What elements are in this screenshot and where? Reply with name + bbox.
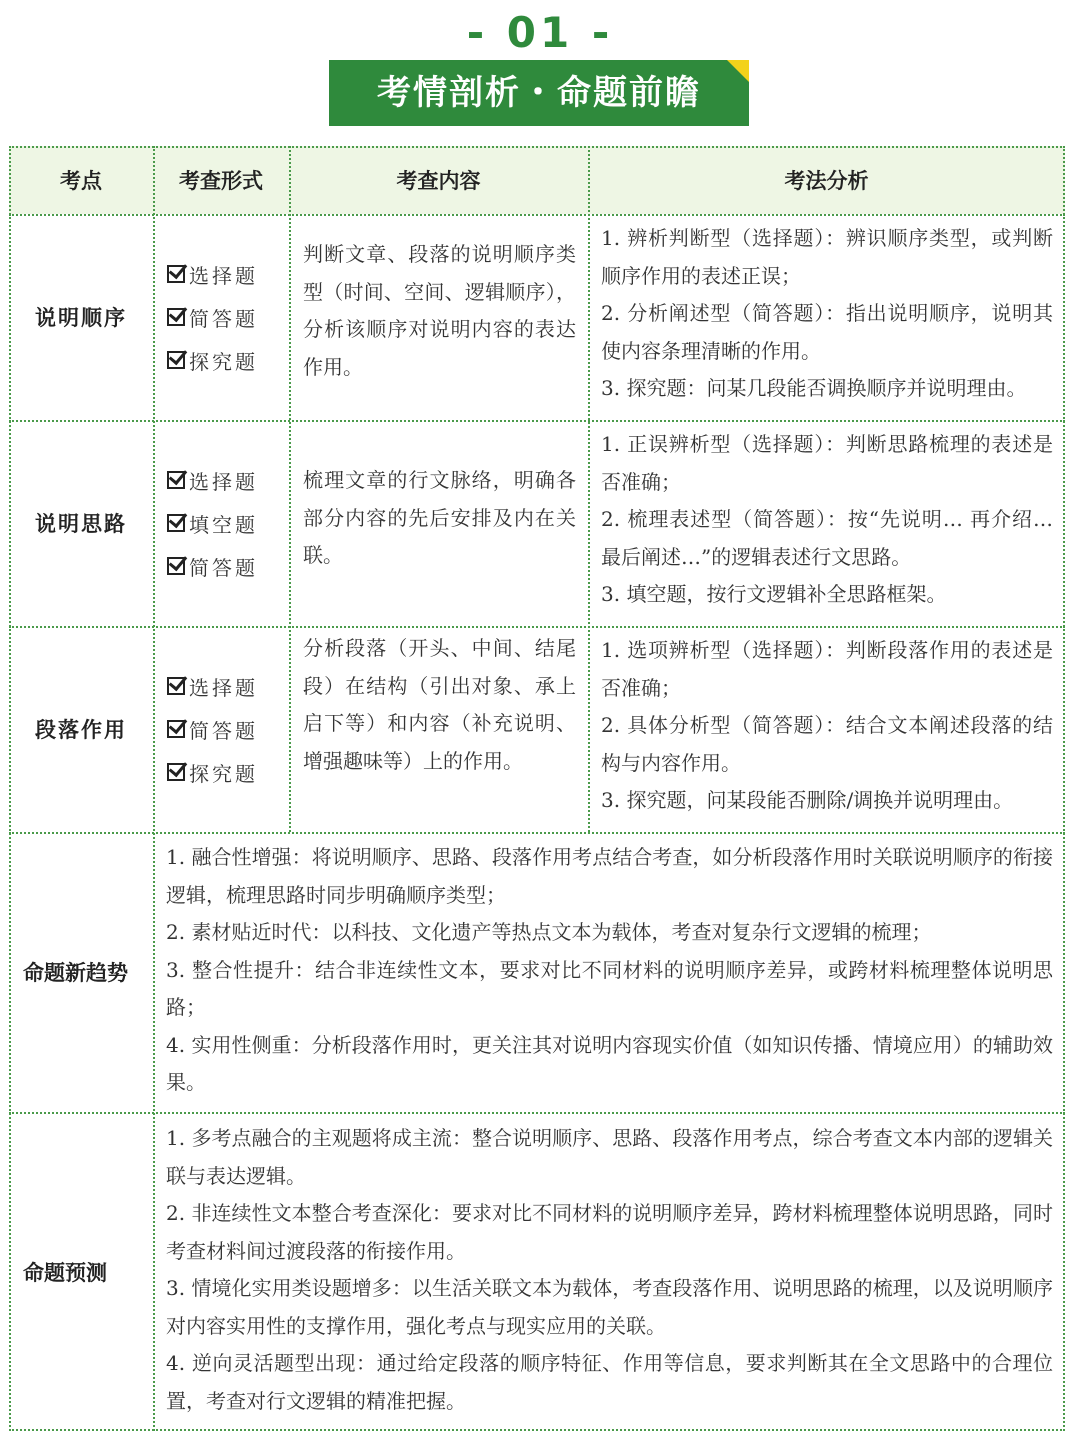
forecast-content [153, 1112, 1065, 1431]
checkbox-checked-icon [167, 677, 185, 695]
analysis-item: 1. 正误辨析型（选择题）：判断思路梳理的表述是否准确； [601, 432, 1053, 494]
checkbox-checked-icon [167, 351, 185, 369]
table-border [1063, 146, 1065, 1431]
trend-content [153, 832, 1065, 1112]
form-checkbox-item: 选择题 [167, 459, 289, 502]
table-row-forms [153, 214, 289, 420]
table-border [153, 146, 155, 1431]
forecast-item: 3. 情境化实用类设题增多：以生活关联文本为载体，考查段落作用、说明思路的梳理，以及说明顺序对内容实用性的支撑作用，强化考点与现实应用的关联。 [166, 1276, 1053, 1338]
table-row-forms [153, 626, 289, 832]
forecast-item: 1. 多考点融合的主观题将成主流：整合说明顺序、思路、段落作用考点，综合考查文本内部的逻辑关联与表达逻辑。 [166, 1126, 1053, 1188]
column-header-form: 考查形式 [153, 146, 289, 214]
checkbox-checked-icon [167, 557, 185, 575]
table-row-point: 说明顺序 [35, 305, 127, 330]
table-row-point: 段落作用 [35, 717, 127, 742]
analysis-item: 3. 填空题，按行文逻辑补全思路框架。 [601, 582, 947, 606]
table-border [9, 214, 1065, 216]
analysis-item: 3. 探究题，问某段能否删除/调换并说明理由。 [601, 788, 1014, 812]
trend-label: 命题新趋势 [23, 961, 128, 985]
analysis-item: 3. 探究题：问某几段能否调换顺序并说明理由。 [601, 376, 1027, 400]
analysis-item: 1. 选项辨析型（选择题）：判断段落作用的表述是否准确； [601, 638, 1053, 700]
table-row-point: 说明思路 [35, 511, 127, 536]
table-border [9, 1429, 1065, 1431]
table-border [588, 146, 590, 832]
form-checkbox-item: 简答题 [167, 708, 289, 751]
checkbox-checked-icon [167, 763, 185, 781]
form-checkbox-item: 探究题 [167, 339, 289, 382]
checkbox-checked-icon [167, 265, 185, 283]
forecast-label: 命题预测 [23, 1260, 107, 1285]
analysis-item: 1. 辨析判断型（选择题）：辨识顺序类型，或判断顺序作用的表述正误； [601, 226, 1053, 288]
forecast-item: 2. 非连续性文本整合考查深化：要求对比不同材料的说明顺序差异，跨材料梳理整体说明思路，同时考查材料间过渡段落的衔接作用。 [166, 1201, 1053, 1263]
trend-item: 4. 实用性侧重：分析段落作用时，更关注其对说明内容现实价值（如知识传播、情境应用）的辅助效果。 [166, 1032, 1053, 1094]
checkbox-checked-icon [167, 471, 185, 489]
title-banner [329, 60, 749, 126]
form-checkbox-item: 简答题 [167, 545, 289, 588]
table-border [9, 146, 1065, 148]
table-row-content: 分析段落（开头、中间、结尾段）在结构（引出对象、承上启下等）和内容（补充说明、增强趣味等）上的作用。 [303, 636, 576, 773]
table-row-content: 梳理文章的行文脉络，明确各部分内容的先后安排及内在关联。 [303, 468, 576, 567]
table-border [9, 420, 1065, 422]
table-row-forms [153, 420, 289, 626]
table-row-analysis [588, 420, 1065, 626]
analysis-item: 2. 梳理表述型（简答题）：按“先说明… 再介绍… 最后阐述…”的逻辑表述行文思路。 [601, 507, 1053, 569]
checkbox-checked-icon [167, 720, 185, 738]
column-header-point: 考点 [9, 146, 153, 214]
section-number: - 01 - [466, 8, 614, 57]
table-border [9, 626, 1065, 628]
table-row-analysis [588, 626, 1065, 832]
column-header-analysis: 考法分析 [588, 146, 1065, 214]
analysis-item: 2. 分析阐述型（简答题）：指出说明顺序，说明其使内容条理清晰的作用。 [601, 301, 1053, 363]
table-border [289, 146, 291, 832]
checkbox-checked-icon [167, 514, 185, 532]
trend-item: 2. 素材贴近时代：以科技、文化遗产等热点文本为载体，考查对复杂行文逻辑的梳理； [166, 920, 932, 944]
table-row-content: 判断文章、段落的说明顺序类型（时间、空间、逻辑顺序），分析该顺序对说明内容的表达作用。 [303, 242, 576, 379]
form-checkbox-item: 选择题 [167, 665, 289, 708]
analysis-item: 2. 具体分析型（简答题）：结合文本阐述段落的结构与内容作用。 [601, 713, 1053, 775]
checkbox-checked-icon [167, 308, 185, 326]
form-checkbox-item: 简答题 [167, 296, 289, 339]
trend-item: 1. 融合性增强：将说明顺序、思路、段落作用考点结合考查，如分析段落作用时关联说明顺序的衔接逻辑，梳理思路时同步明确顺序类型； [166, 845, 1053, 907]
form-checkbox-item: 探究题 [167, 751, 289, 794]
banner-title: 考情剖析・命题前瞻 [377, 73, 701, 113]
form-checkbox-item: 选择题 [167, 253, 289, 296]
form-checkbox-item: 填空题 [167, 502, 289, 545]
forecast-item: 4. 逆向灵活题型出现：通过给定段落的顺序特征、作用等信息，要求判断其在全文思路中的合理位置，考查对行文逻辑的精准把握。 [166, 1351, 1053, 1413]
table-border [9, 1112, 1065, 1114]
column-header-content: 考查内容 [289, 146, 588, 214]
table-row-analysis [588, 214, 1065, 420]
table-border [9, 146, 11, 1431]
table-border [9, 832, 1065, 834]
exam-analysis-table [9, 146, 1065, 1431]
trend-item: 3. 整合性提升：结合非连续性文本，要求对比不同材料的说明顺序差异，或跨材料梳理整体说明思路； [166, 957, 1053, 1019]
